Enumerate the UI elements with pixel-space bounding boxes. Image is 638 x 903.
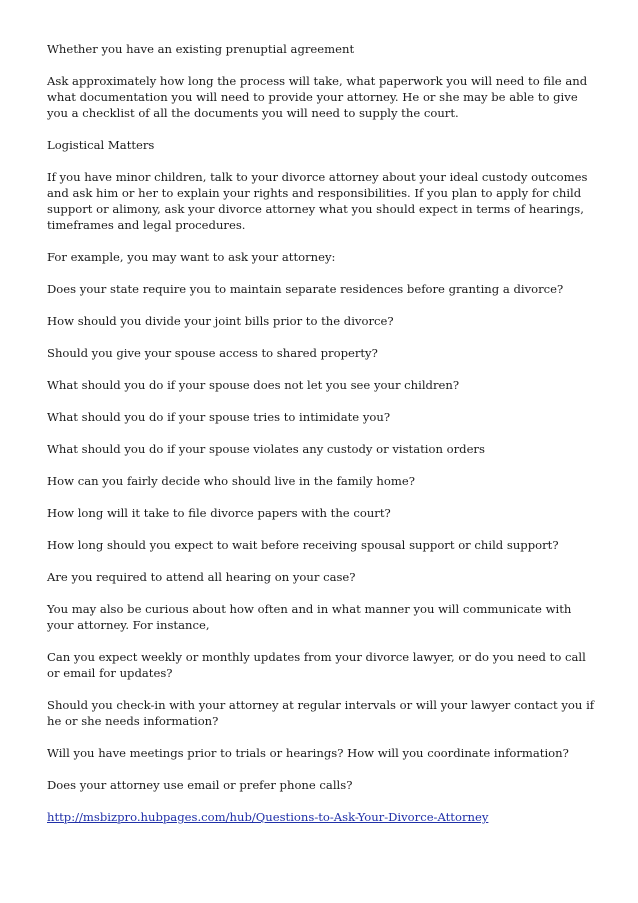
question-hearings: Are you required to attend all hearing on your case?	[47, 570, 356, 584]
question-updates: Can you expect weekly or monthly updates from your divorce lawyer, or do you need to call or email for updates?	[47, 650, 586, 680]
question-see-children: What should you do if your spouse does not let you see your children?	[47, 378, 460, 392]
section-heading-logistical: Logistical Matters	[47, 138, 155, 152]
question-joint-bills: How should you divide your joint bills prior to the divorce?	[47, 314, 394, 328]
question-family-home: How can you fairly decide who should live in the family home?	[47, 474, 415, 488]
paragraph-communication: You may also be curious about how often and in what manner you will communicate with your attorney. For instance,	[47, 602, 572, 632]
question-intimidate: What should you do if your spouse tries to intimidate you?	[47, 410, 391, 424]
paragraph-prenup: Whether you have an existing prenuptial agreement	[47, 42, 355, 56]
question-shared-property: Should you give your spouse access to shared property?	[47, 346, 378, 360]
question-custody-orders: What should you do if your spouse violates any custody or vistation orders	[47, 442, 485, 456]
question-support-wait: How long should you expect to wait before receiving spousal support or child support?	[47, 538, 559, 552]
paragraph-process: Ask approximately how long the process will take, what paperwork you will need to file and what documentation you will need to provide your attorney. He or she may be able to give you a checklist of all the documents you will need to supply the court.	[47, 74, 588, 120]
question-separate-residences: Does your state require you to maintain separate residences before granting a divorce?	[47, 282, 564, 296]
source-link-paragraph	[47, 809, 595, 825]
question-meetings: Will you have meetings prior to trials or hearings? How will you coordinate information?	[47, 746, 569, 760]
question-file-papers: How long will it take to file divorce papers with the court?	[47, 506, 391, 520]
question-check-in: Should you check-in with your attorney at regular intervals or will your lawyer contact you if he or she needs information?	[47, 698, 595, 728]
paragraph-example-intro: For example, you may want to ask your attorney:	[47, 250, 336, 264]
question-email-phone: Does your attorney use email or prefer phone calls?	[47, 778, 353, 792]
source-link[interactable]: http://msbizpro.hubpages.com/hub/Questions-to-Ask-Your-Divorce-Attorney	[47, 810, 489, 824]
paragraph-children: If you have minor children, talk to your divorce attorney about your ideal custody outcomes and ask him or her to explain your rights and responsibilities. If you plan to apply for child support or alimony, ask your divorce attorney what you should expect in terms of hearings, timeframes and legal procedures.	[47, 170, 588, 232]
document-page	[47, 41, 595, 841]
